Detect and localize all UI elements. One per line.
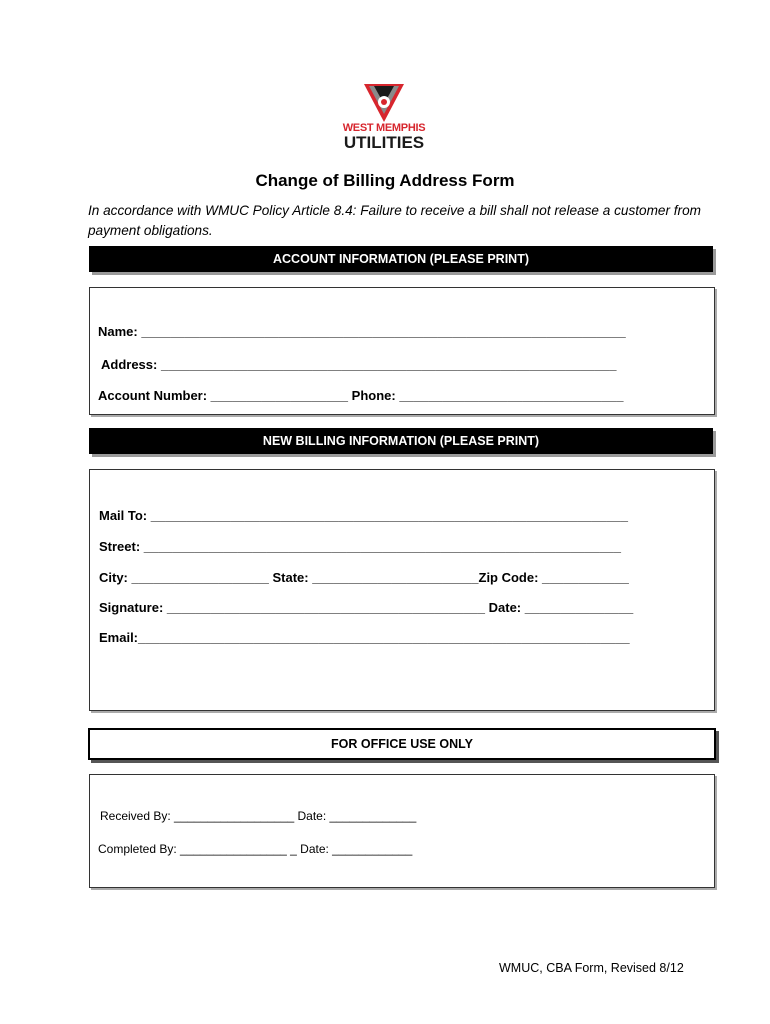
name-field[interactable]: Name: ___________________________________________________________________ [98, 324, 626, 339]
city-state-zip-field[interactable]: City: ___________________ State: _______________________Zip Code: ____________ [99, 570, 629, 585]
company-logo [334, 84, 434, 152]
footer-revision: WMUC, CBA Form, Revised 8/12 [499, 961, 684, 975]
office-section-box [89, 774, 715, 888]
signature-date-field[interactable]: Signature: ____________________________________________ Date: _______________ [99, 600, 634, 615]
page-title: Change of Billing Address Form [255, 171, 515, 190]
billing-section-box [89, 469, 715, 711]
logo-line-2: UTILITIES [343, 133, 425, 152]
account-phone-field[interactable]: Account Number: ___________________ Phone: _______________________________ [98, 388, 624, 403]
mail-to-field[interactable]: Mail To: __________________________________________________________________ [99, 508, 628, 523]
email-field[interactable]: Email:____________________________________________________________________ [99, 630, 630, 645]
intro-text: In accordance with WMUC Policy Article 8.4: Failure to receive a bill shall not release a customer from payment obligations. [88, 203, 701, 238]
address-field[interactable]: Address: _______________________________________________________________ [101, 357, 617, 372]
street-field[interactable]: Street: __________________________________________________________________ [99, 539, 621, 554]
completed-by-field[interactable]: Completed By: ________________ _ Date: ____________ [98, 842, 413, 856]
account-section-header: ACCOUNT INFORMATION (PLEASE PRINT) [89, 246, 713, 272]
logo-triangle-icon [364, 84, 404, 122]
logo-line-1: WEST MEMPHIS [342, 122, 426, 134]
office-section-header: FOR OFFICE USE ONLY [88, 728, 716, 760]
billing-section-header: NEW BILLING INFORMATION (PLEASE PRINT) [89, 428, 713, 454]
received-by-field[interactable]: Received By: __________________ Date: _____________ [100, 809, 417, 823]
